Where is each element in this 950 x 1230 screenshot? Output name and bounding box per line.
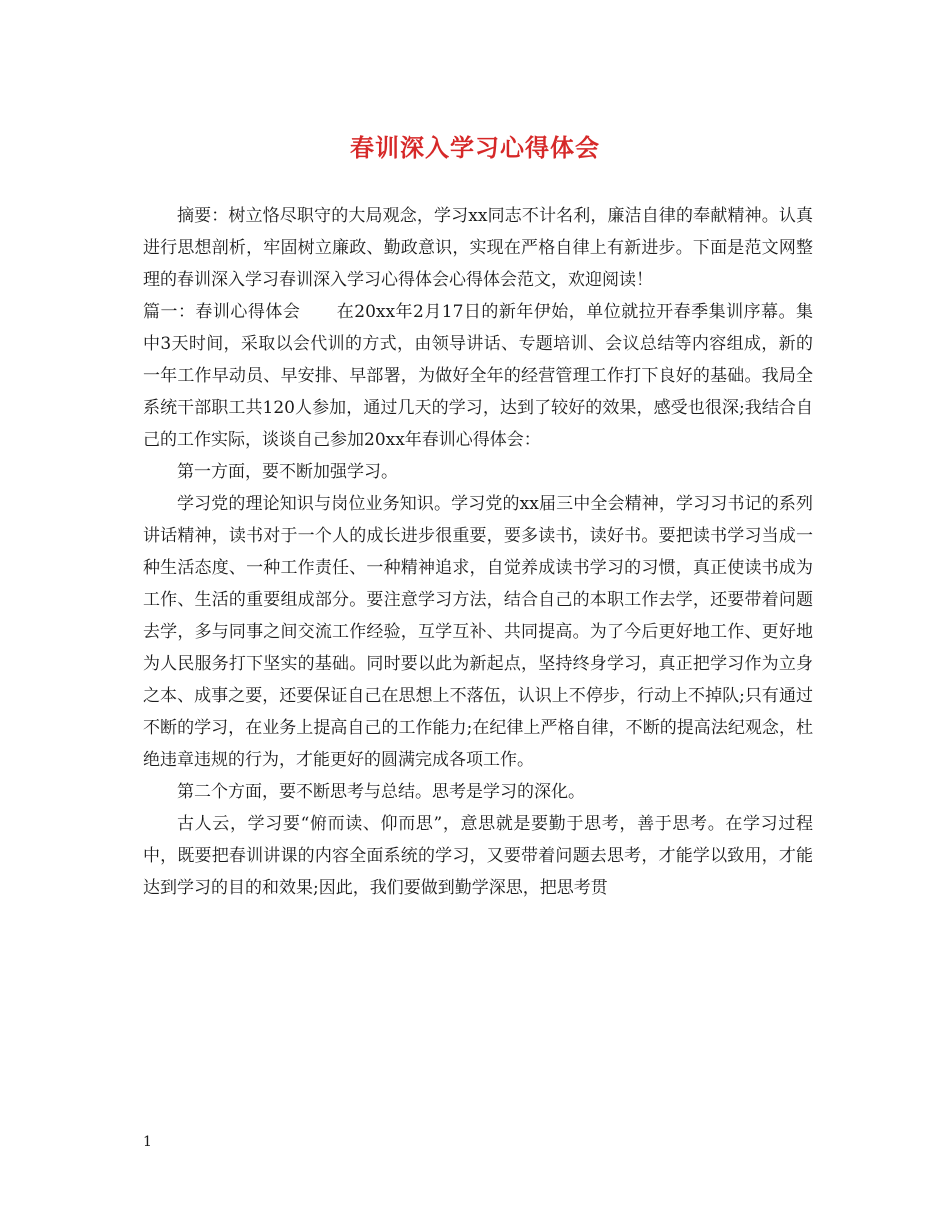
abstract-paragraph: 摘要：树立恪尽职守的大局观念，学习xx同志不计名利，廉洁自律的奉献精神。认真进行思想剖析，牢固树立廉政、勤政意识，实现在严格自律上有新进步。下面是范文网整理的春训深入学习春训深入学习心得体会心得体会范文，欢迎阅读！ <box>143 206 813 290</box>
point-one-heading: 第一方面，要不断加强学习。 <box>177 462 398 482</box>
point-one-paragraph: 学习党的理论知识与岗位业务知识。学习党的xx届三中全会精神，学习习书记的系列讲话精神，读书对于一个人的成长进步很重要，要多读书，读好书。要把读书学习当成一种生活态度、一种工作责任、一种精神追求，自觉养成读书学习的习惯，真正使读书成为工作、生活的重要组成部分。要注意学习方法，结合自己的本职工作去学，还要带着问题去学，多与同事之间交流工作经验，互学互补、共同提高。为了今后更好地工作、更好地为人民服务打下坚实的基础。同时要以此为新起点，坚持终身学习，真正把学习作为立身之本、成事之要，还要保证自己在思想上不落伍，认识上不停步，行动上不掉队;只有通过不断的学习，在业务上提高自己的工作能力;在纪律上严格自律，不断的提高法纪观念，杜绝违章违规的行为，才能更好的圆满完成各项工作。 <box>143 494 813 770</box>
page-number: 1 <box>143 1134 152 1150</box>
point-two-heading: 第二个方面，要不断思考与总结。思考是学习的深化。 <box>177 782 585 802</box>
document-body <box>143 200 813 904</box>
section-heading: 篇一：春训心得体会 <box>143 302 301 322</box>
point-two-paragraph: 古人云，学习要“俯而读、仰而思”，意思就是要勤于思考，善于思考。在学习过程中，既要把春训讲课的内容全面系统的学习，又要带着问题去思考，才能学以致用，才能达到学习的目的和效果;因此，我们要做到勤学深思，把思考贯 <box>143 814 813 898</box>
document-title: 春训深入学习心得体会 <box>350 133 600 162</box>
section-paragraph <box>143 296 813 456</box>
section-intro-text: 在20xx年2月17日的新年伊始，单位就拉开春季集训序幕。集中3天时间，采取以会代训的方式，由领导讲话、专题培训、会议总结等内容组成，新的一年工作早动员、早安排、早部署，为做好全年的经营管理工作打下良好的基础。我局全系统干部职工共120人参加，通过几天的学习，达到了较好的效果，感受也很深;我结合自己的工作实际，谈谈自己参加20xx年春训心得体会： <box>143 302 813 450</box>
